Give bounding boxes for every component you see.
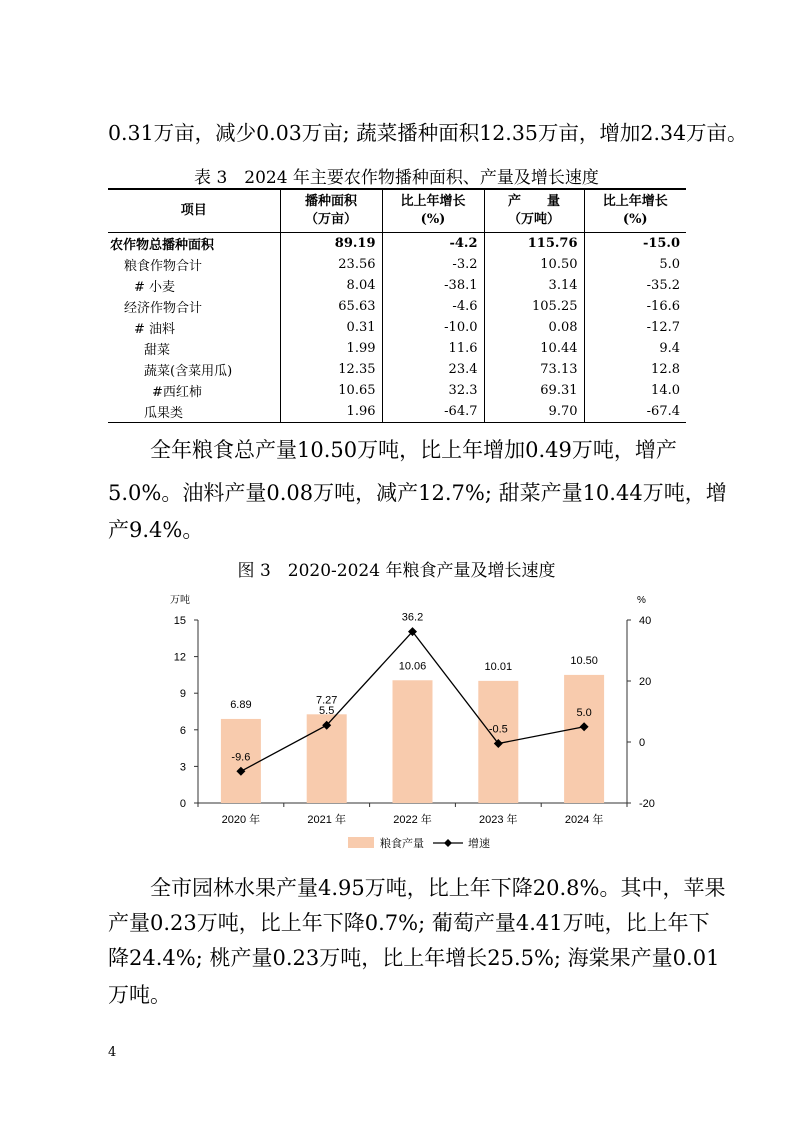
right-tick-label: -20: [639, 798, 655, 810]
paragraph-fruit-line-4: 万吨。: [108, 983, 171, 1007]
grain-output-chart: [0, 588, 793, 878]
left-tick-label: 12: [173, 651, 186, 664]
legend-line-label: 增速: [468, 838, 490, 850]
left-tick-label: 6: [179, 724, 186, 737]
bar: [564, 675, 604, 803]
chart-title: 图 3 2020-2024 年粮食产量及增长速度: [237, 561, 556, 581]
x-tick-label: 2022 年: [393, 814, 432, 826]
intro-line: 0.31万亩，减少0.03万亩; 蔬菜播种面积12.35万亩，增加2.34万亩。: [108, 121, 748, 145]
left-tick-label: 9: [179, 688, 186, 701]
header-output-growth: 比上年增长 (%): [584, 189, 686, 233]
x-tick-label: 2021 年: [307, 814, 346, 826]
table-title: 表 3 2024 年主要农作物播种面积、产量及增长速度: [194, 168, 599, 188]
right-axis-unit: %: [637, 595, 646, 606]
table-row: 粮食作物合计 23.56 -3.2 10.50 5.0: [108, 254, 686, 275]
growth-value-label: -9.6: [231, 751, 251, 764]
bar-value-label: 10.50: [570, 654, 598, 667]
table-row: #西红柿 10.65 32.3 69.31 14.0: [108, 380, 686, 401]
growth-value-label: 5.5: [319, 705, 335, 718]
header-area: 播种面积 （万亩）: [280, 189, 382, 233]
right-tick-label: 0: [639, 737, 646, 749]
bar-value-label: 10.01: [484, 660, 513, 673]
left-tick-label: 3: [179, 761, 186, 774]
x-tick-label: 2023 年: [479, 814, 518, 826]
left-tick-label: 15: [173, 615, 186, 627]
paragraph-fruit-line-2: 产量0.23万吨，比上年下降0.7%; 葡萄产量4.41万吨，比上年下: [108, 911, 710, 935]
left-axis-unit: 万吨: [170, 595, 190, 606]
paragraph-grain-line-1: 全年粮食总产量10.50万吨，比上年增加0.49万吨，增产: [150, 438, 677, 462]
legend-bar-label: 粮食产量: [380, 838, 424, 850]
paragraph-fruit-line-3: 降24.4%; 桃产量0.23万吨，比上年增长25.5%; 海棠果产量0.01: [108, 946, 720, 970]
table-row: 农作物总播种面积 89.19 -4.2 115.76 -15.0: [108, 233, 686, 255]
table-row: 瓜果类 1.96 -64.7 9.70 -67.4: [108, 401, 686, 423]
growth-value-label: 5.0: [576, 706, 592, 719]
paragraph-grain-line-2: 5.0%。油料产量0.08万吨，减产12.7%; 甜菜产量10.44万吨，增: [108, 481, 727, 505]
bar: [393, 680, 433, 803]
paragraph-grain-line-3: 产9.4%。: [108, 518, 204, 542]
legend-bar-swatch: [348, 837, 374, 848]
x-tick-label: 2024 年: [564, 814, 604, 826]
table-row: 蔬菜(含菜用瓜) 12.35 23.4 73.13 12.8: [108, 359, 686, 380]
header-output: 产 量 （万吨）: [484, 189, 584, 233]
table-row: # 油料 0.31 -10.0 0.08 -12.7: [108, 317, 686, 338]
x-tick-label: 2020 年: [221, 814, 261, 826]
paragraph-fruit-line-1: 全市园林水果产量4.95万吨，比上年下降20.8%。其中，苹果: [150, 876, 726, 900]
table-row: # 小麦 8.04 -38.1 3.14 -35.2: [108, 275, 686, 296]
crop-table: [108, 188, 686, 423]
bar-value-label: 6.89: [230, 698, 252, 711]
bar-value-label: 7.27: [315, 694, 338, 707]
growth-value-label: -0.5: [488, 723, 508, 736]
right-tick-label: 20: [639, 676, 652, 688]
header-item: 项目: [108, 189, 280, 233]
bar-value-label: 10.06: [398, 660, 427, 673]
table-row: 甜菜 1.99 11.6 10.44 9.4: [108, 338, 686, 359]
header-area-growth: 比上年增长 (%): [382, 189, 484, 233]
table-row: 经济作物合计 65.63 -4.6 105.25 -16.6: [108, 296, 686, 317]
growth-value-label: 36.2: [401, 611, 424, 624]
page-number: 4: [108, 1045, 117, 1060]
right-tick-label: 40: [639, 615, 652, 627]
left-tick-label: 0: [179, 798, 186, 810]
legend-line-marker: [444, 839, 452, 847]
